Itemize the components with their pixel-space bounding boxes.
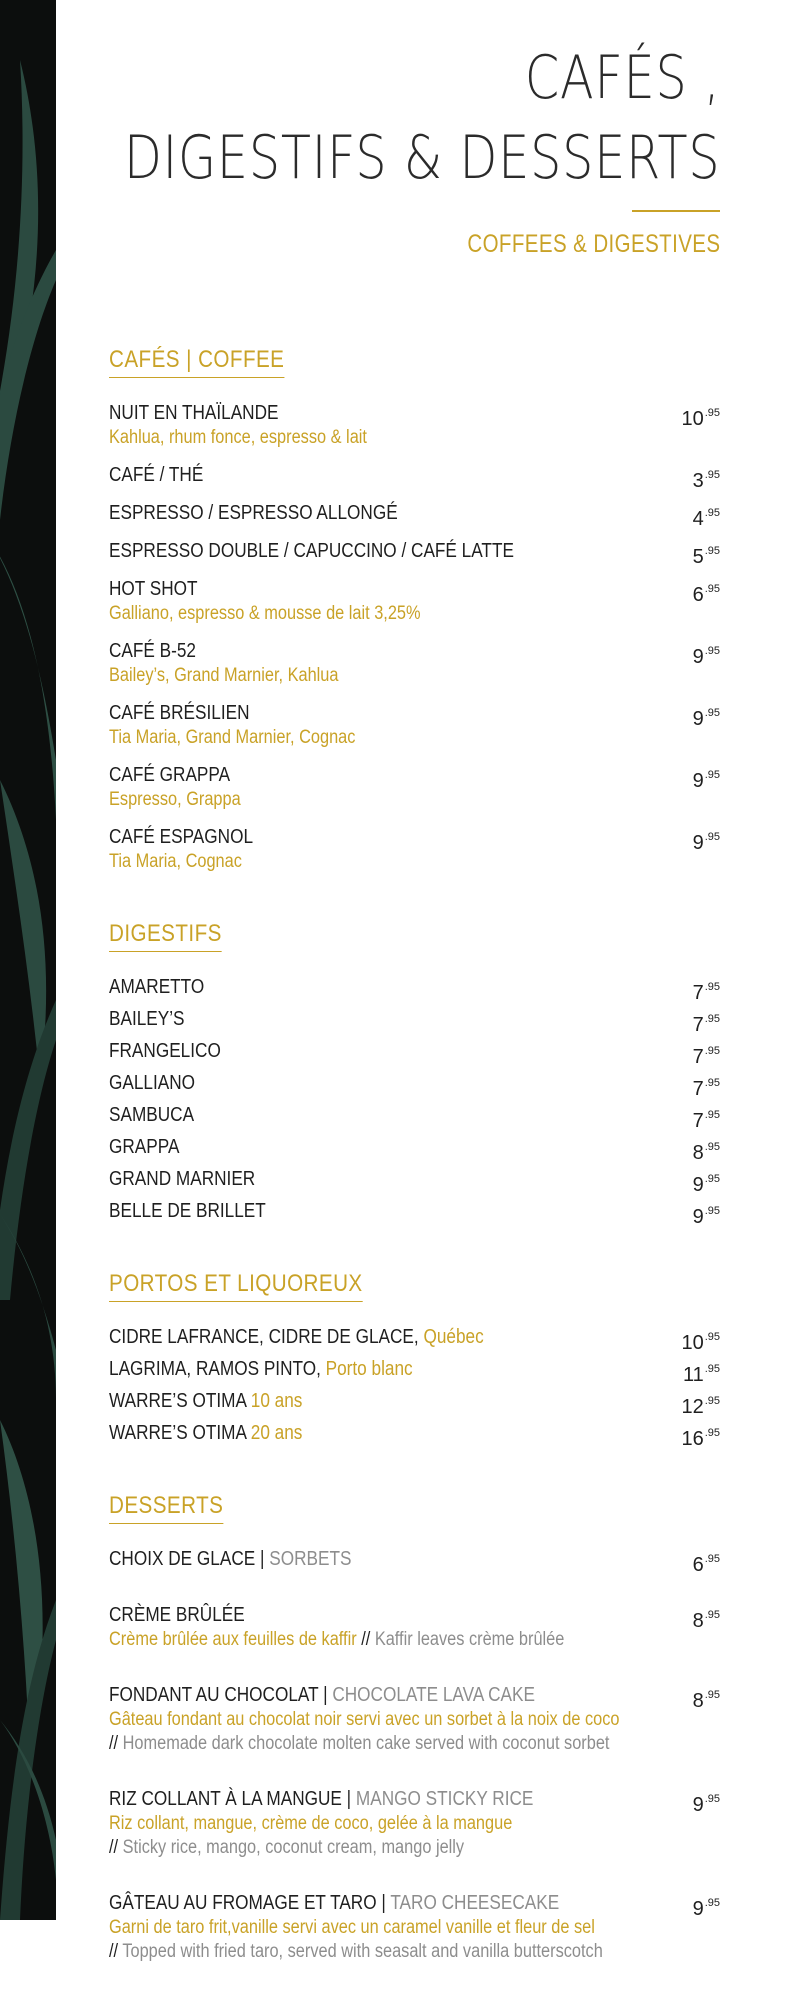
item-name: GRAPPA <box>109 1136 180 1158</box>
menu-item <box>109 462 720 492</box>
item-price: $9^{.95}$ <box>692 1205 720 1228</box>
item-price: $3^{.95}$ <box>692 469 720 492</box>
section-desserts <box>109 1492 720 1964</box>
item-price: $7^{.95}$ <box>692 1045 720 1068</box>
item-name: NUIT EN THAÏLANDE <box>109 402 279 424</box>
menu-item <box>109 1166 720 1196</box>
menu-item <box>109 1602 720 1652</box>
menu-item <box>109 824 720 874</box>
item-name-en: CHOCOLATE LAVA CAKE <box>332 1684 535 1706</box>
item-price: $10^{.95}$ <box>681 407 720 430</box>
item-price: $9^{.95}$ <box>692 707 720 730</box>
item-price: $8^{.95}$ <box>692 1141 720 1164</box>
item-name: ESPRESSO DOUBLE / CAPUCCINO / CAFÉ LATTE <box>109 540 514 562</box>
item-price: $9^{.95}$ <box>692 831 720 854</box>
item-price: $9^{.95}$ <box>692 1897 720 1920</box>
section-cafes <box>109 346 720 874</box>
item-name: HOT SHOT <box>109 578 198 600</box>
section-title-portos: PORTOS ET LIQUOREUX <box>109 1270 363 1302</box>
item-price: $12^{.95}$ <box>681 1395 720 1418</box>
item-name: WARRE’S OTIMA 20 ans <box>109 1422 303 1444</box>
item-name: AMARETTO <box>109 976 205 998</box>
menu-item <box>109 638 720 688</box>
item-description-en: // Sticky rice, mango, coconut cream, mango jelly <box>109 1837 465 1858</box>
section-portos <box>109 1270 720 1450</box>
item-description: Tia Maria, Grand Marnier, Cognac <box>109 727 356 748</box>
menu-item <box>109 1198 720 1228</box>
menu-item <box>109 762 720 812</box>
item-origin: Québec <box>423 1326 484 1348</box>
item-price: $9^{.95}$ <box>692 645 720 668</box>
item-description: Crème brûlée aux feuilles de kaffir // Kaffir leaves crème brûlée <box>109 1629 565 1650</box>
menu-item <box>109 400 720 450</box>
item-price: $8^{.95}$ <box>692 1689 720 1712</box>
menu-item <box>109 1102 720 1132</box>
item-price: $11^{.95}$ <box>682 1363 720 1386</box>
item-description: Kahlua, rhum fonce, espresso & lait <box>109 427 367 448</box>
section-digestifs <box>109 920 720 1228</box>
item-name: GRAND MARNIER <box>109 1168 256 1190</box>
item-name: CAFÉ / THÉ <box>109 464 204 486</box>
menu-item <box>109 1006 720 1036</box>
item-description-en: // Homemade dark chocolate molten cake served with coconut sorbet <box>109 1733 610 1754</box>
item-description: Bailey’s, Grand Marnier, Kahlua <box>109 665 339 686</box>
item-price: $9^{.95}$ <box>692 1173 720 1196</box>
item-name: RIZ COLLANT À LA MANGUE | MANGO STICKY RICE <box>109 1788 534 1810</box>
item-name: WARRE’S OTIMA 10 ans <box>109 1390 303 1412</box>
item-name: FRANGELICO <box>109 1040 221 1062</box>
menu-item <box>109 1890 720 1964</box>
item-price: $4^{.95}$ <box>692 507 720 530</box>
item-price: $7^{.95}$ <box>692 1109 720 1132</box>
page-title-line-1: CAFÉS , <box>524 43 720 113</box>
leaf-decoration-band <box>0 0 56 1920</box>
item-price: $7^{.95}$ <box>692 1077 720 1100</box>
item-description-fr: Garni de taro frit,vanille servi avec un caramel vanille et fleur de sel <box>109 1917 595 1938</box>
item-description: Espresso, Grappa <box>109 789 241 810</box>
item-name: CHOIX DE GLACE | SORBETS <box>109 1548 352 1570</box>
item-name: ESPRESSO / ESPRESSO ALLONGÉ <box>109 502 398 524</box>
item-description-fr: Riz collant, mangue, crème de coco, gelée à la mangue <box>109 1813 513 1834</box>
palm-leaf-illustration <box>0 0 56 1920</box>
menu-item <box>109 500 720 530</box>
item-name: GÂTEAU AU FROMAGE ET TARO | TARO CHEESECAKE <box>109 1892 560 1914</box>
item-age: 20 ans <box>250 1422 303 1444</box>
item-name: BELLE DE BRILLET <box>109 1200 266 1222</box>
item-price: $7^{.95}$ <box>692 1013 720 1036</box>
item-name: CAFÉ B-52 <box>109 640 196 662</box>
item-price: $9^{.95}$ <box>692 769 720 792</box>
item-age: 10 ans <box>250 1390 303 1412</box>
item-name: CIDRE LAFRANCE, CIDRE DE GLACE, Québec <box>109 1326 484 1348</box>
item-price: $10^{.95}$ <box>681 1331 720 1354</box>
menu-item <box>109 538 720 568</box>
menu-item <box>109 1324 720 1354</box>
item-name: CAFÉ GRAPPA <box>109 764 231 786</box>
item-price: $5^{.95}$ <box>692 545 720 568</box>
item-price: $6^{.95}$ <box>692 1553 720 1576</box>
item-name: GALLIANO <box>109 1072 196 1094</box>
section-title-desserts: DESSERTS <box>109 1492 223 1524</box>
item-name-en: MANGO STICKY RICE <box>355 1788 534 1810</box>
menu-item <box>109 1388 720 1418</box>
page-subtitle: COFFEES & DIGESTIVES <box>466 230 720 258</box>
section-title-cafes: CAFÉS | COFFEE <box>109 346 284 378</box>
item-name: CAFÉ ESPAGNOL <box>109 826 254 848</box>
menu-item <box>109 1682 720 1756</box>
item-price: $6^{.95}$ <box>692 583 720 606</box>
menu-item <box>109 1420 720 1450</box>
menu-item <box>109 1038 720 1068</box>
item-description-en: // Topped with fried taro, served with seasalt and vanilla butterscotch <box>109 1941 603 1962</box>
menu-item <box>109 1786 720 1860</box>
item-name: BAILEY’S <box>109 1008 185 1030</box>
item-name: CRÈME BRÛLÉE <box>109 1604 245 1626</box>
item-name: CAFÉ BRÉSILIEN <box>109 702 250 724</box>
menu-item <box>109 1070 720 1100</box>
item-name: LAGRIMA, RAMOS PINTO, Porto blanc <box>109 1358 413 1380</box>
item-name: FONDANT AU CHOCOLAT | CHOCOLATE LAVA CAKE <box>109 1684 535 1706</box>
menu-item <box>109 576 720 626</box>
item-description: Galliano, espresso & mousse de lait 3,25% <box>109 603 421 624</box>
item-price: $8^{.95}$ <box>692 1609 720 1632</box>
section-title-digestifs: DIGESTIFS <box>109 920 222 952</box>
item-price: $7^{.95}$ <box>692 981 720 1004</box>
menu-item <box>109 974 720 1004</box>
menu-content <box>109 346 720 2010</box>
page-title-line-2: DIGESTIFS & DESSERTS <box>123 123 720 193</box>
menu-item <box>109 1546 720 1576</box>
item-name-en: TARO CHEESECAKE <box>390 1892 560 1914</box>
item-description: Tia Maria, Cognac <box>109 851 242 872</box>
item-name-en: SORBETS <box>269 1548 352 1570</box>
menu-item <box>109 1134 720 1164</box>
item-description-fr: Gâteau fondant au chocolat noir servi avec un sorbet à la noix de coco <box>109 1709 620 1730</box>
title-underline <box>632 210 720 212</box>
item-price: $16^{.95}$ <box>681 1427 720 1450</box>
menu-item <box>109 700 720 750</box>
menu-header <box>0 38 720 259</box>
item-name: SAMBUCA <box>109 1104 195 1126</box>
item-origin: Porto blanc <box>325 1358 413 1380</box>
item-price: $9^{.95}$ <box>692 1793 720 1816</box>
menu-item <box>109 1356 720 1386</box>
